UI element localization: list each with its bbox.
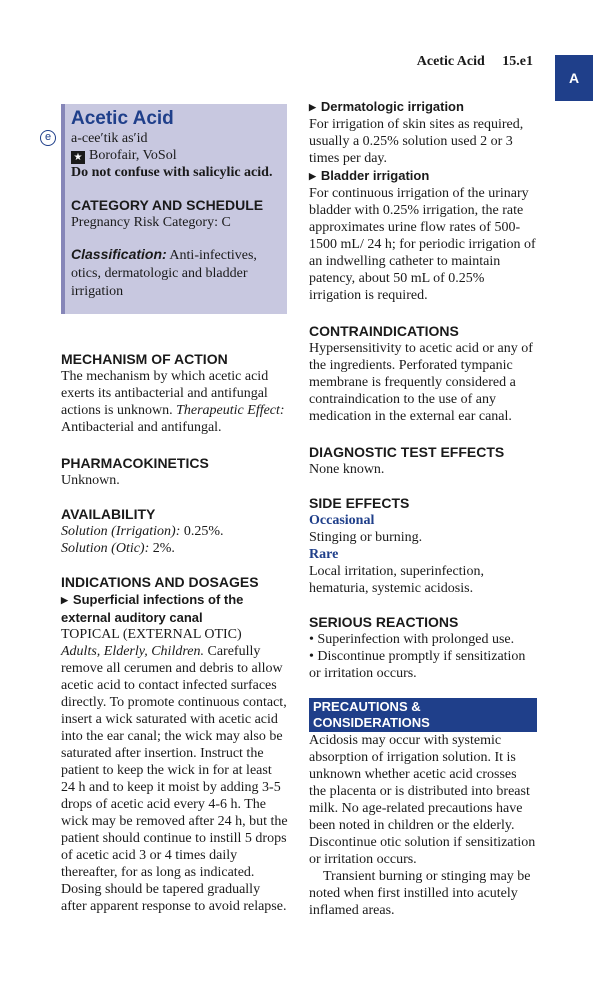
diagnostic-heading: DIAGNOSTIC TEST EFFECTS xyxy=(309,444,505,460)
left-column xyxy=(61,350,289,915)
moa-text: The mechanism by which acetic acid exerts its antibacterial and antifungal actions is unknown. Therapeutic Effect: Antibacterial and antifungal. xyxy=(61,369,285,435)
drug-summary-box xyxy=(61,104,287,314)
route: TOPICAL (EXTERNAL OTIC) xyxy=(61,627,242,642)
brand-names xyxy=(71,147,281,164)
category-heading: CATEGORY AND SCHEDULE xyxy=(71,197,264,213)
bladder-text: For continuous irrigation of the urinary bladder with 0.25% irrigation, the rate approximates urine flow rates of 500-1500 mL/ 24 h; for periodic irrigation of an indwelling catheter to maintain patency, about 50 mL of 0.25% irrigation is required. xyxy=(309,186,536,303)
classification xyxy=(71,245,281,301)
precautions-section xyxy=(309,698,537,732)
therapeutic-effect-label: Therapeutic Effect: xyxy=(176,403,285,418)
electronic-content-icon: e xyxy=(40,130,56,146)
confusion-warning: Do not confuse with salicylic acid. xyxy=(71,165,273,180)
classification-text: Anti-infectives, otics, dermatologic and bladder irrigation xyxy=(71,248,257,299)
derm-text: For irrigation of skin sites as required, usually a 0.25% solution used 2 or 3 times per day. xyxy=(309,117,524,166)
rare-text: Local irritation, superinfection, hematuria, systemic acidosis. xyxy=(309,564,484,596)
serious-reaction-item: • Discontinue promptly if sensitization or irritation occurs. xyxy=(309,649,526,681)
dosage-text: Adults, Elderly, Children. Carefully remove all cerumen and debris to allow acetic acid to contact infected surfaces directly. To promote continuous contact, insert a wick saturated with acetic acid into the ear canal; the wick may also be saturated after insertion. Instruct the patient to keep the wick in for at least 24 h and to keep it moist by adding 3-5 drops of acetic acid every 4-6 h. The wick may be removed after 24 h, but the patient should continue to instill 5 drops of acetic acid 3 or 4 times daily thereafter, for as long as indicated. Dosing should be tapered gradually after apparent response to avoid relapse. xyxy=(61,644,288,914)
header-title: Acetic Acid xyxy=(416,54,485,69)
derm-subheading: ▶ Dermatologic irrigation xyxy=(309,99,464,114)
occasional-text: Stinging or burning. xyxy=(309,530,423,545)
pregnancy-category: Pregnancy Risk Category: C xyxy=(71,215,231,230)
brand-star-icon: ★ xyxy=(71,151,85,164)
availability-irrigation: Solution (Irrigation): 0.25%. xyxy=(61,524,224,539)
population-label: Adults, Elderly, Children. xyxy=(61,644,204,659)
side-effects-heading: SIDE EFFECTS xyxy=(309,495,410,511)
triangle-icon: ▶ xyxy=(61,595,68,605)
drug-title: Acetic Acid xyxy=(71,108,174,129)
bladder-subheading: ▶ Bladder irrigation xyxy=(309,168,430,183)
precautions-heading: PRECAUTIONS & CONSIDERATIONS xyxy=(309,698,537,732)
running-header xyxy=(417,54,533,70)
contraindications-text: Hypersensitivity to acetic acid or any of the ingredients. Perforated tympanic membrane is frequently considered a contraindication to the use of any medication in the external ear canal. xyxy=(309,341,533,424)
serious-reactions-heading: SERIOUS REACTIONS xyxy=(309,614,459,630)
alphabet-tab: A xyxy=(555,55,593,101)
pk-heading: PHARMACOKINETICS xyxy=(61,455,209,471)
diagnostic-text: None known. xyxy=(309,462,385,477)
serious-reaction-item: • Superinfection with prolonged use. xyxy=(309,632,515,647)
pk-text: Unknown. xyxy=(61,473,120,488)
page-number: 15.e1 xyxy=(502,54,533,69)
brand-list: Borofair, VoSol xyxy=(89,148,177,163)
rare-label: Rare xyxy=(309,547,339,562)
triangle-icon: ▶ xyxy=(309,102,316,112)
pronunciation: a-cee′tik as′id xyxy=(71,131,148,146)
classification-label: Classification: xyxy=(71,246,167,262)
moa-heading: MECHANISM OF ACTION xyxy=(61,351,228,367)
precautions-text: Acidosis may occur with systemic absorption of irrigation solution. It is unknown whether acetic acid crosses the placenta or is distributed into breast milk. No age-related precautions have been noted in children or the elderly. Discontinue otic solution if sensitization or irritation occurs. xyxy=(309,733,536,867)
right-column xyxy=(309,98,537,919)
triangle-icon: ▶ xyxy=(309,171,316,181)
precautions-text-2: Transient burning or stinging may be noted when first instilled into acutely inflamed areas. xyxy=(309,869,531,918)
indications-heading: INDICATIONS AND DOSAGES xyxy=(61,574,259,590)
occasional-label: Occasional xyxy=(309,513,375,528)
availability-heading: AVAILABILITY xyxy=(61,506,156,522)
availability-otic: Solution (Otic): 2%. xyxy=(61,541,175,556)
contraindications-heading: CONTRAINDICATIONS xyxy=(309,323,459,339)
indication-subheading: ▶ Superficial infections of the external auditory canal xyxy=(61,592,244,625)
